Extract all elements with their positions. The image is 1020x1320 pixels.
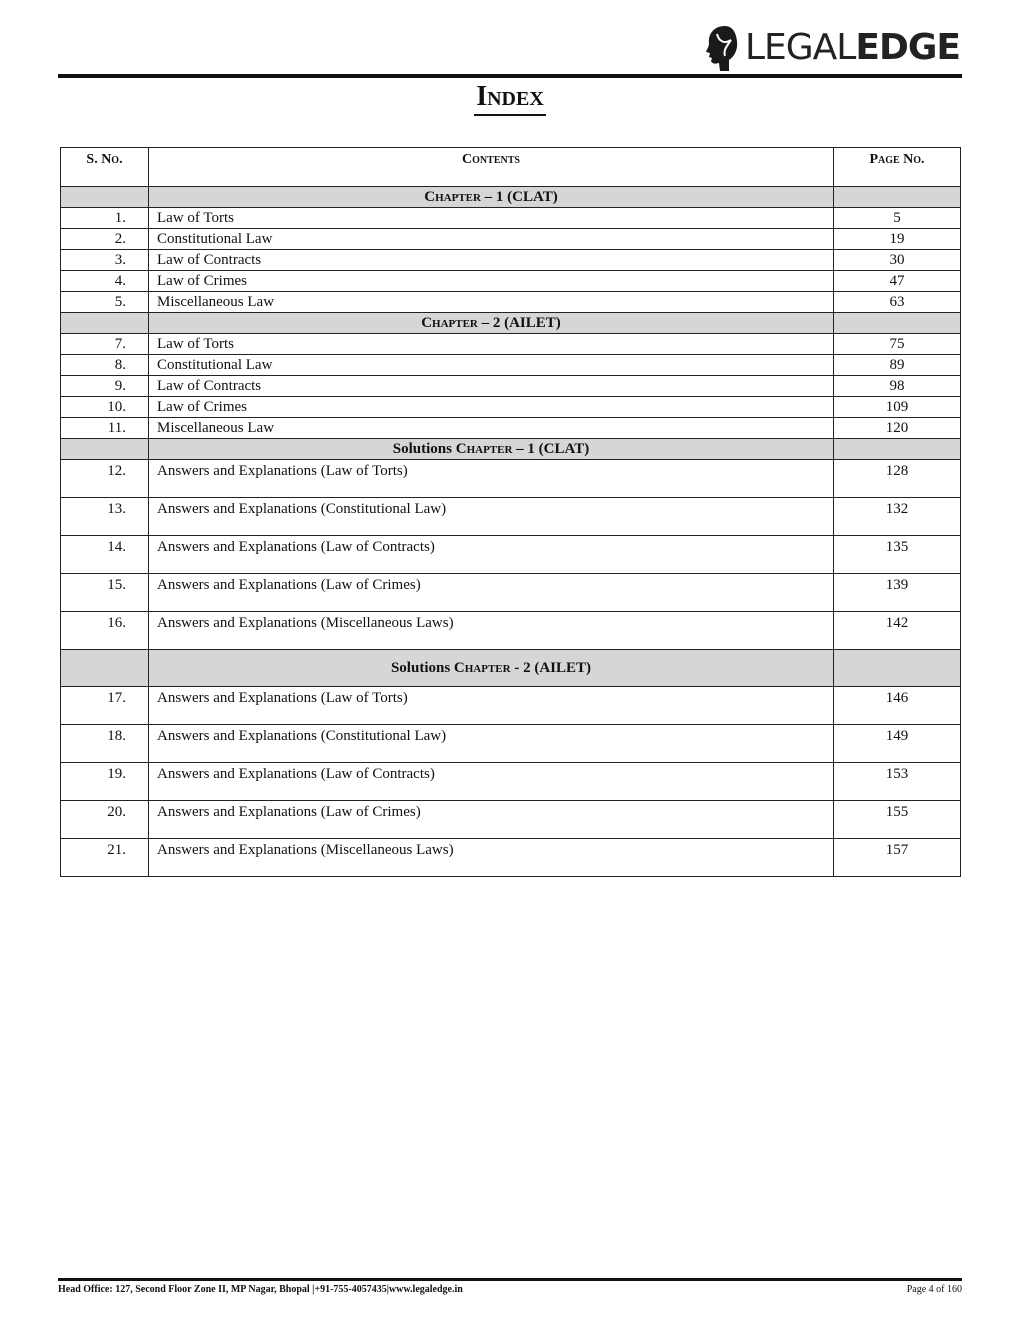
section-heading-prefix: Solutions: [392, 440, 456, 457]
section-blank-cell: [61, 187, 149, 208]
row-sno: 13.: [61, 498, 149, 536]
row-page: 146: [834, 687, 961, 725]
row-sno: 1.: [61, 208, 149, 229]
brand-name-bold: EDGE: [855, 27, 960, 68]
table-row: [61, 229, 961, 250]
row-page: 30: [834, 250, 961, 271]
row-page: 142: [834, 612, 961, 650]
row-sno: 11.: [61, 418, 149, 439]
row-page: 157: [834, 839, 961, 877]
table-row: [61, 250, 961, 271]
row-page: 109: [834, 397, 961, 418]
section-heading-row: [61, 313, 961, 334]
row-sno: 8.: [61, 355, 149, 376]
row-sno: 9.: [61, 376, 149, 397]
row-content: Answers and Explanations (Constitutional Law): [149, 725, 834, 763]
row-sno: 5.: [61, 292, 149, 313]
row-content: Constitutional Law: [149, 229, 834, 250]
section-heading-row: [61, 439, 961, 460]
row-content: Law of Crimes: [149, 271, 834, 292]
row-page: 5: [834, 208, 961, 229]
row-page: 132: [834, 498, 961, 536]
header-sno: S. No.: [61, 148, 149, 187]
row-content: Law of Torts: [149, 334, 834, 355]
row-sno: 2.: [61, 229, 149, 250]
table-row: [61, 376, 961, 397]
table-row: [61, 839, 961, 877]
row-page: 155: [834, 801, 961, 839]
section-heading: [149, 187, 834, 208]
index-table: [60, 147, 961, 877]
table-row: [61, 418, 961, 439]
table-row: [61, 687, 961, 725]
row-sno: 10.: [61, 397, 149, 418]
header-rule: [58, 74, 962, 78]
row-content: Law of Crimes: [149, 397, 834, 418]
row-sno: 3.: [61, 250, 149, 271]
row-page: 153: [834, 763, 961, 801]
row-content: Law of Torts: [149, 208, 834, 229]
row-page: 120: [834, 418, 961, 439]
table-row: [61, 208, 961, 229]
section-heading: [149, 439, 834, 460]
row-content: Answers and Explanations (Law of Contracts): [149, 763, 834, 801]
row-content: Answers and Explanations (Law of Torts): [149, 687, 834, 725]
section-blank-cell: [61, 313, 149, 334]
table-row: [61, 397, 961, 418]
row-sno: 4.: [61, 271, 149, 292]
row-content: Answers and Explanations (Miscellaneous Laws): [149, 612, 834, 650]
row-page: 139: [834, 574, 961, 612]
page-footer: [58, 1284, 962, 1295]
row-sno: 20.: [61, 801, 149, 839]
row-sno: 17.: [61, 687, 149, 725]
header-page: Page No.: [834, 148, 961, 187]
section-heading: [149, 650, 834, 687]
row-sno: 21.: [61, 839, 149, 877]
row-page: 19: [834, 229, 961, 250]
row-content: Miscellaneous Law: [149, 418, 834, 439]
section-heading-prefix: Solutions: [390, 659, 454, 676]
row-content: Constitutional Law: [149, 355, 834, 376]
table-row: [61, 355, 961, 376]
row-content: Law of Contracts: [149, 250, 834, 271]
brand-name-light: LEGAL: [744, 27, 856, 68]
table-row: [61, 334, 961, 355]
section-heading-text: Chapter – 2 (AILET): [421, 314, 561, 331]
section-blank-cell: [834, 439, 961, 460]
row-content: Answers and Explanations (Law of Contracts): [149, 536, 834, 574]
table-header-row: [61, 148, 961, 187]
header-contents: Contents: [149, 148, 834, 187]
row-sno: 7.: [61, 334, 149, 355]
row-page: 149: [834, 725, 961, 763]
section-heading-row: [61, 650, 961, 687]
table-row: [61, 725, 961, 763]
brand-logo: [705, 24, 960, 72]
section-heading: [149, 313, 834, 334]
row-page: 135: [834, 536, 961, 574]
footer-page-number: Page 4 of 160: [906, 1284, 962, 1295]
table-row: [61, 612, 961, 650]
section-heading-text: Chapter – 1 (CLAT): [424, 188, 558, 205]
table-row: [61, 498, 961, 536]
section-blank-cell: [834, 650, 961, 687]
row-content: Answers and Explanations (Constitutional Law): [149, 498, 834, 536]
head-silhouette-icon: [705, 24, 739, 72]
table-row: [61, 271, 961, 292]
row-page: 63: [834, 292, 961, 313]
row-page: 75: [834, 334, 961, 355]
section-heading-text: Chapter – 1 (CLAT): [455, 440, 590, 457]
page-header: [58, 20, 962, 80]
section-blank-cell: [834, 187, 961, 208]
row-sno: 16.: [61, 612, 149, 650]
row-sno: 15.: [61, 574, 149, 612]
page-title-text: Index: [474, 82, 546, 116]
row-sno: 19.: [61, 763, 149, 801]
footer-address: Head Office: 127, Second Floor Zone II, MP Nagar, Bhopal |+91-755-4057435|www.legaledge.in: [58, 1284, 463, 1295]
row-content: Answers and Explanations (Law of Crimes): [149, 801, 834, 839]
section-blank-cell: [834, 313, 961, 334]
brand-name: [744, 27, 960, 68]
table-row: [61, 292, 961, 313]
footer-rule: [58, 1278, 962, 1281]
section-heading-row: [61, 187, 961, 208]
row-page: 98: [834, 376, 961, 397]
row-page: 128: [834, 460, 961, 498]
row-sno: 12.: [61, 460, 149, 498]
page-title: [0, 82, 1020, 116]
row-content: Miscellaneous Law: [149, 292, 834, 313]
table-row: [61, 460, 961, 498]
row-content: Law of Contracts: [149, 376, 834, 397]
section-heading-text: Chapter - 2 (AILET): [453, 659, 592, 676]
section-blank-cell: [61, 439, 149, 460]
row-sno: 18.: [61, 725, 149, 763]
row-page: 89: [834, 355, 961, 376]
table-row: [61, 536, 961, 574]
section-blank-cell: [61, 650, 149, 687]
table-row: [61, 574, 961, 612]
table-row: [61, 801, 961, 839]
table-row: [61, 763, 961, 801]
row-content: Answers and Explanations (Miscellaneous Laws): [149, 839, 834, 877]
row-sno: 14.: [61, 536, 149, 574]
row-page: 47: [834, 271, 961, 292]
row-content: Answers and Explanations (Law of Torts): [149, 460, 834, 498]
row-content: Answers and Explanations (Law of Crimes): [149, 574, 834, 612]
